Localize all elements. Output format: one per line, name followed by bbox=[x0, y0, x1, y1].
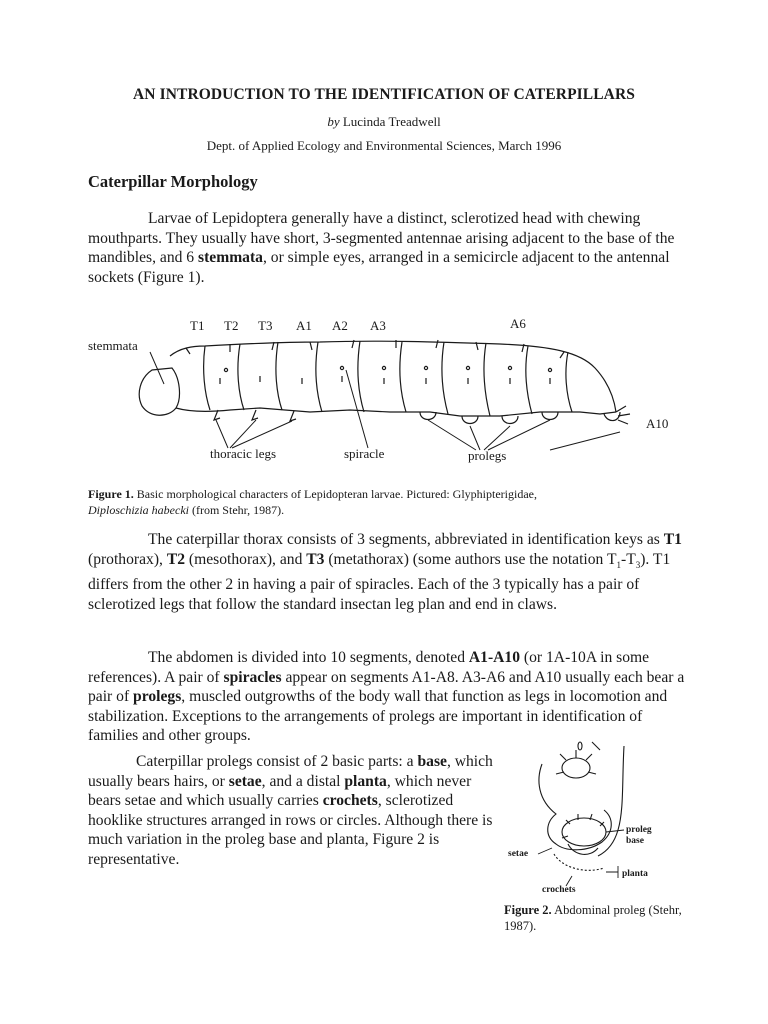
label-a10: A10 bbox=[646, 416, 669, 431]
term-base: base bbox=[417, 753, 447, 770]
figure-1-label: Figure 1. bbox=[88, 487, 134, 501]
figure-1-caption-text: Basic morphological characters of Lepidopteran larvae. Pictured: Glyphipterigidae, bbox=[136, 487, 537, 501]
label-a1: A1 bbox=[296, 318, 312, 333]
proleg-drawing bbox=[539, 742, 624, 870]
spiracle-leader bbox=[346, 370, 368, 448]
term-setae: setae bbox=[228, 772, 262, 790]
label-stemmata: stemmata bbox=[88, 338, 138, 353]
figure-2-label: Figure 2. bbox=[504, 903, 552, 917]
paragraph-prolegs bbox=[88, 752, 498, 869]
caterpillar-head bbox=[139, 368, 179, 415]
label-t3: T3 bbox=[258, 318, 273, 333]
term-crochets: crochets bbox=[322, 792, 378, 809]
para2-text-b: (prothorax), bbox=[88, 550, 167, 568]
subscript-1: 1 bbox=[616, 559, 621, 570]
para2-text-e: -T bbox=[621, 550, 636, 568]
para2-text-f: ). T1 differs from the other 2 in having a pair of spiracles. Each of the 3 typically has a pair of sclerotized legs that follow the standard insectan leg plan and end in claws. bbox=[88, 550, 671, 613]
term-t2: T2 bbox=[166, 550, 186, 568]
term-planta: planta bbox=[344, 772, 387, 790]
label-base: base bbox=[626, 836, 644, 846]
department-line: Dept. of Applied Ecology and Environmental Sciences, March 1996 bbox=[206, 138, 562, 153]
term-t1: T1 bbox=[663, 531, 682, 548]
byline-by: by bbox=[327, 114, 340, 129]
stemmata-leader bbox=[150, 352, 164, 384]
thoracic-legs-leaders bbox=[216, 420, 292, 448]
paragraph-larvae bbox=[88, 209, 688, 287]
label-t1: T1 bbox=[190, 318, 205, 333]
label-setae: setae bbox=[508, 849, 529, 859]
term-spiracles: spiracles bbox=[223, 668, 282, 686]
para1-text-b: , or simple eyes, arranged in a semicircle adjacent to the antennal sockets (Figure 1). bbox=[88, 249, 670, 286]
document-title: AN INTRODUCTION TO THE IDENTIFICATION OF CATERPILLARS bbox=[133, 86, 635, 103]
label-proleg: proleg bbox=[626, 825, 652, 835]
label-a6: A6 bbox=[510, 316, 526, 331]
para4-text-d: , which never bears setae and which usually carries bbox=[88, 772, 472, 809]
caterpillar-body bbox=[139, 340, 630, 424]
term-prolegs: prolegs bbox=[133, 688, 182, 705]
label-spiracle: spiracle bbox=[344, 446, 385, 461]
label-crochets: crochets bbox=[542, 885, 576, 895]
para4-text-c: , and a distal bbox=[261, 772, 345, 790]
para3-text-c: appear on segments A1-A8. A3-A6 and A10 usually each bear a pair of bbox=[88, 668, 685, 705]
figure-2-caption-text: Abdominal proleg (Stehr, 1987). bbox=[504, 903, 682, 933]
label-a2: A2 bbox=[332, 318, 348, 333]
figure-1-species: Diploschizia habecki bbox=[88, 503, 189, 517]
label-thoracic-legs: thoracic legs bbox=[210, 446, 277, 461]
label-a3: A3 bbox=[370, 318, 386, 333]
para3-text-b: (or 1A-10A in some references). A pair of bbox=[88, 649, 650, 686]
byline bbox=[0, 114, 768, 130]
para3-text-d: , muscled outgrowths of the body wall that function as legs in locomotion and stabilization. Exceptions to the arrangements of prolegs are important in identification of families and other groups. bbox=[88, 688, 668, 744]
term-a1-a10: A1-A10 bbox=[468, 649, 521, 666]
term-stemmata: stemmata bbox=[198, 249, 263, 266]
label-t2: T2 bbox=[224, 318, 239, 333]
para2-text-c: (mesothorax), and bbox=[185, 550, 307, 568]
figure-1-caterpillar-diagram bbox=[80, 308, 700, 478]
figure-2-proleg-diagram bbox=[506, 740, 696, 898]
paragraph-abdomen bbox=[88, 648, 688, 746]
figure-2-leaders bbox=[538, 830, 624, 886]
term-t3: T3 bbox=[306, 550, 325, 568]
section-heading: Caterpillar Morphology bbox=[88, 172, 258, 191]
subscript-3: 3 bbox=[635, 559, 641, 570]
label-prolegs: prolegs bbox=[468, 448, 507, 463]
para4-text-a: Caterpillar prolegs consist of 2 basic parts: a bbox=[136, 753, 418, 770]
label-planta: planta bbox=[622, 869, 648, 879]
prolegs-leaders bbox=[428, 420, 620, 450]
paragraph-thorax bbox=[88, 530, 688, 614]
para3-text-a: The abdomen is divided into 10 segments, denoted bbox=[148, 649, 469, 666]
figure-1-source: (from Stehr, 1987). bbox=[191, 503, 285, 517]
para1-text-a: Larvae of Lepidoptera generally have a distinct, sclerotized head with chewing mouthparts. They usually have short, 3-segmented antennae arising adjacent to the base of the mandibles, and 6 bbox=[88, 210, 675, 266]
para4-text-b: , which usually bears hairs, or bbox=[88, 753, 493, 790]
para2-text-d: (metathorax) (some authors use the notation T bbox=[324, 550, 617, 568]
author-name: Lucinda Treadwell bbox=[342, 114, 441, 129]
para4-text-e: , sclerotized hooklike structures arranged in rows or circles. Although there is much variation in the proleg base and planta, Figure 2 is representative. bbox=[88, 792, 493, 868]
figure-1-caption bbox=[88, 486, 688, 518]
figure-2-caption bbox=[504, 902, 714, 934]
para2-text-a: The caterpillar thorax consists of 3 segments, abbreviated in identification keys as bbox=[148, 531, 664, 548]
